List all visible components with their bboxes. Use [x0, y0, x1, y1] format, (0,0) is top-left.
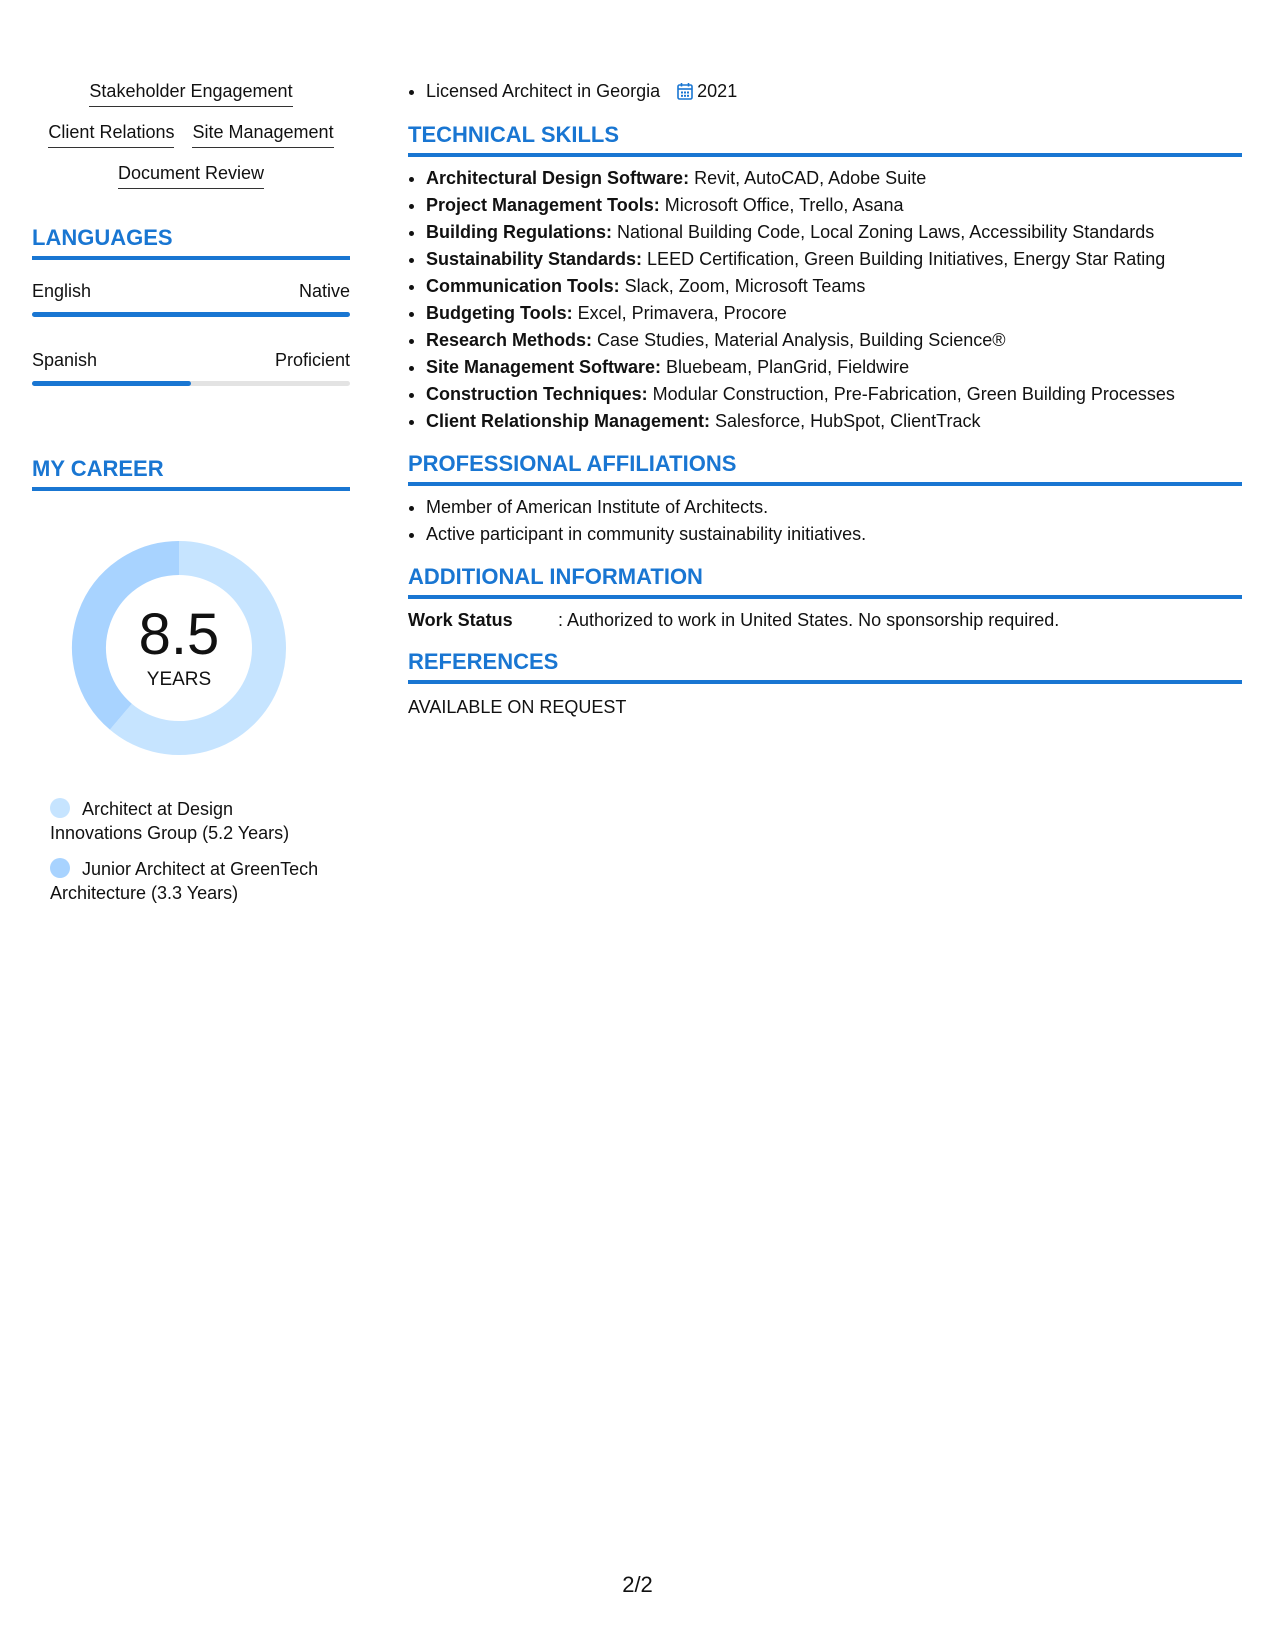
career-section [32, 456, 350, 905]
affiliations-list [408, 494, 1242, 548]
skill-label: Budgeting Tools: [426, 303, 573, 323]
legend-dot [50, 798, 70, 818]
skill-label: Sustainability Standards: [426, 249, 643, 269]
languages-section [32, 225, 350, 386]
tag-row [32, 162, 350, 189]
skill-value: Bluebeam, PlanGrid, Fieldwire [661, 357, 910, 377]
certification-year: 2021 [697, 81, 738, 101]
affiliation-item: • Active participant in community sustainability initiatives. [426, 521, 1242, 548]
skill-tag: Stakeholder Engagement [89, 80, 292, 107]
career-total-years: 8.5 [138, 602, 220, 667]
additional-info-section [408, 564, 1242, 631]
skill-item [426, 192, 1242, 219]
tag-row [32, 121, 350, 148]
work-status-row [408, 609, 1242, 631]
career-legend [50, 797, 320, 905]
skill-label: Construction Techniques: [426, 384, 648, 404]
language-item [32, 349, 350, 386]
language-item [32, 280, 350, 317]
language-bar [32, 381, 350, 386]
references-section [408, 649, 1242, 718]
skill-item [426, 381, 1242, 408]
career-years-unit: YEARS [146, 669, 212, 690]
certification-text: Licensed Architect in Georgia [426, 81, 661, 101]
calendar-icon [677, 81, 693, 108]
legend-dot [50, 858, 70, 878]
legend-label: Junior Architect at GreenTech Architecture (3.3 Years) [50, 859, 319, 903]
skill-item [426, 408, 1242, 435]
language-level: Native [298, 281, 350, 301]
references-text: AVAILABLE ON REQUEST [408, 697, 627, 717]
career-heading: MY CAREER [32, 456, 350, 491]
language-bar [32, 312, 350, 317]
skill-label: Project Management Tools: [426, 195, 660, 215]
legend-item [50, 857, 320, 905]
affiliations-section [408, 451, 1242, 548]
skill-item [426, 327, 1242, 354]
skill-item [426, 246, 1242, 273]
legend-item [50, 797, 320, 845]
skill-tag: Document Review [118, 162, 264, 189]
page-number: 2/2 [622, 1572, 653, 1597]
skill-tag: Client Relations [48, 121, 174, 148]
skill-item [426, 354, 1242, 381]
skill-label: Communication Tools: [426, 276, 620, 296]
language-bar-fill [32, 312, 350, 317]
language-name: English [32, 281, 92, 301]
skill-item [426, 300, 1242, 327]
skill-label: Building Regulations: [426, 222, 612, 242]
legend-label: Architect at Design Innovations Group (5.2 Years) [50, 799, 290, 843]
skill-value: Excel, Primavera, Procore [572, 303, 787, 323]
skill-tags [32, 80, 350, 189]
skill-value: Slack, Zoom, Microsoft Teams [619, 276, 866, 296]
references-heading: REFERENCES [408, 649, 1242, 684]
skill-item [426, 219, 1242, 246]
skill-item [426, 165, 1242, 192]
work-status-value: : Authorized to work in United States. No sponsorship required. [558, 610, 1060, 630]
skill-value: Microsoft Office, Trello, Asana [659, 195, 904, 215]
tag-row [32, 80, 350, 107]
skill-label: Architectural Design Software: [426, 168, 690, 188]
skill-value: National Building Code, Local Zoning Laws, Accessibility Standards [612, 222, 1155, 242]
work-status-label: Work Status [408, 610, 513, 630]
language-level: Proficient [274, 350, 350, 370]
skill-value: Case Studies, Material Analysis, Building Science® [592, 330, 1006, 350]
skill-label: Client Relationship Management: [426, 411, 711, 431]
additional-info-heading: ADDITIONAL INFORMATION [408, 564, 1242, 599]
skill-value: Revit, AutoCAD, Adobe Suite [689, 168, 927, 188]
language-name: Spanish [32, 350, 98, 370]
skill-value: LEED Certification, Green Building Initiatives, Energy Star Rating [642, 249, 1166, 269]
skill-label: Research Methods: [426, 330, 593, 350]
technical-skills-heading: TECHNICAL SKILLS [408, 122, 1242, 157]
skill-value: Salesforce, HubSpot, ClientTrack [710, 411, 981, 431]
skill-item [426, 273, 1242, 300]
certification-list [408, 78, 1242, 108]
technical-skills-section [408, 122, 1242, 435]
career-donut-chart [66, 535, 292, 761]
skill-tag: Site Management [192, 121, 333, 148]
certification-item [426, 78, 1242, 108]
skill-value: Modular Construction, Pre-Fabrication, Green Building Processes [647, 384, 1175, 404]
language-bar-fill [32, 381, 191, 386]
main-content [408, 78, 1242, 718]
sidebar [32, 80, 350, 917]
languages-heading: LANGUAGES [32, 225, 350, 260]
affiliation-item: • Member of American Institute of Architects. [426, 494, 1242, 521]
skill-label: Site Management Software: [426, 357, 662, 377]
technical-skills-list [408, 165, 1242, 435]
affiliations-heading: PROFESSIONAL AFFILIATIONS [408, 451, 1242, 486]
